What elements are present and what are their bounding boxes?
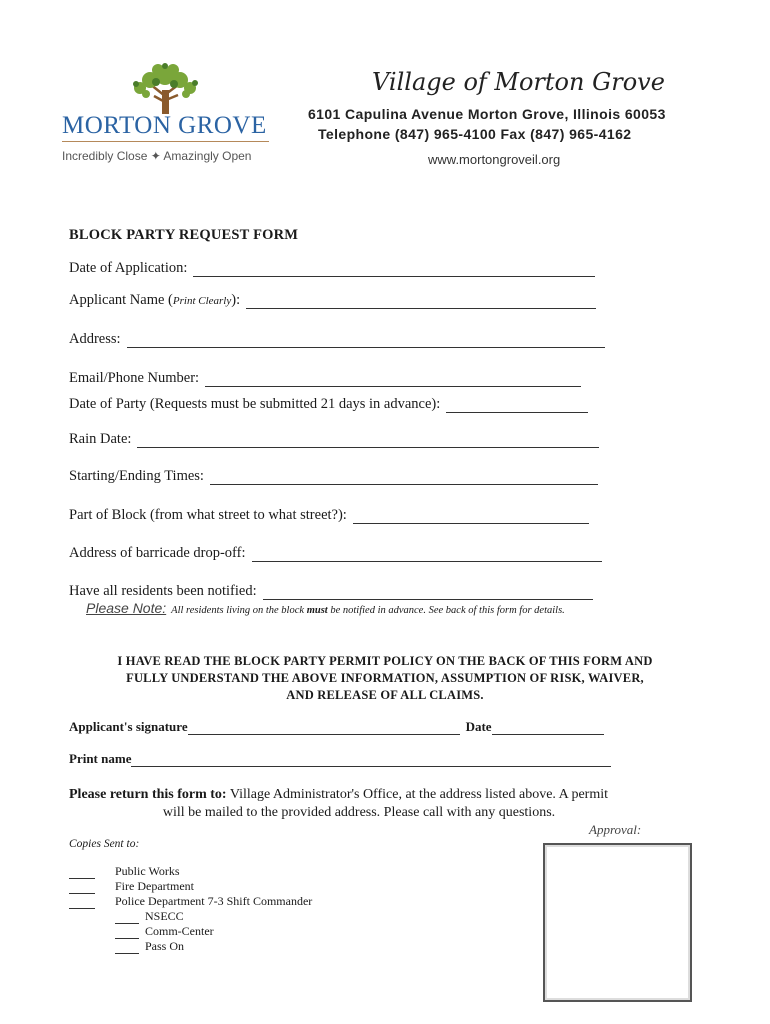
copy-subitem-pass-on bbox=[115, 939, 184, 954]
field-label: Date of Party (Requests must be submitted 21 days in advance): bbox=[69, 396, 441, 412]
field-input[interactable] bbox=[353, 509, 589, 524]
field-input[interactable] bbox=[193, 262, 595, 277]
logo-wordmark: MORTON GROVE bbox=[62, 112, 267, 139]
return-line: will be mailed to the provided address. Please call with any questions. bbox=[162, 805, 556, 820]
declaration-line: AND RELEASE OF ALL CLAIMS. bbox=[286, 688, 484, 702]
field-label: Rain Date: bbox=[69, 431, 132, 447]
copy-item-public-works bbox=[69, 864, 179, 879]
declaration bbox=[60, 653, 710, 704]
copy-subitem-comm-center bbox=[115, 924, 214, 939]
copy-item-label: Public Works bbox=[115, 864, 180, 878]
declaration-line: I HAVE READ THE BLOCK PARTY PERMIT POLICY ON THE BACK OF THIS FORM AND bbox=[117, 654, 653, 668]
note-text: All residents living on the block must be notified in advance. See back of this form for details. bbox=[171, 605, 565, 616]
notification-note bbox=[86, 600, 565, 616]
copy-checkline[interactable] bbox=[69, 868, 95, 879]
copy-item-label: Police Department 7-3 Shift Commander bbox=[115, 894, 313, 908]
form-title: BLOCK PARTY REQUEST FORM bbox=[69, 227, 299, 243]
print-name-input[interactable] bbox=[131, 752, 611, 767]
copy-subitem-nsecc bbox=[115, 909, 184, 924]
copy-item-label: Fire Department bbox=[115, 879, 194, 893]
field-address bbox=[69, 331, 605, 348]
copy-item-label: Comm-Center bbox=[145, 924, 214, 938]
copy-checkline[interactable] bbox=[69, 883, 95, 894]
logo-tagline: Incredibly Close ✦ Amazingly Open bbox=[62, 149, 252, 163]
field-input[interactable] bbox=[210, 470, 598, 485]
copy-item-label: Pass On bbox=[145, 939, 185, 953]
field-label: Address of barricade drop-off: bbox=[69, 545, 246, 561]
date-label: Date bbox=[465, 719, 492, 734]
approval-box bbox=[543, 843, 692, 1002]
signature-input[interactable] bbox=[188, 720, 460, 735]
field-input[interactable] bbox=[246, 294, 596, 309]
village-address: 6101 Capulina Avenue Morton Grove, Illinois 60053 bbox=[308, 106, 666, 122]
copy-checkline[interactable] bbox=[115, 928, 139, 939]
signature-date-input[interactable] bbox=[492, 720, 604, 735]
copy-item-fire-department bbox=[69, 879, 194, 894]
copy-checkline[interactable] bbox=[69, 898, 95, 909]
return-line: Please return this form to: Village Administrator's Office, at the address listed above. A permit bbox=[69, 787, 609, 802]
field-input[interactable] bbox=[252, 547, 602, 562]
field-input[interactable] bbox=[446, 398, 588, 413]
field-date-of-party bbox=[69, 396, 588, 413]
village-website[interactable]: www.mortongroveil.org bbox=[428, 152, 561, 167]
copy-checkline[interactable] bbox=[115, 943, 139, 954]
field-rain-date bbox=[69, 431, 599, 448]
declaration-line: FULLY UNDERSTAND THE ABOVE INFORMATION, ASSUMPTION OF RISK, WAIVER, bbox=[126, 671, 644, 685]
field-email-phone bbox=[69, 370, 581, 387]
logo-divider bbox=[62, 141, 269, 142]
field-date-of-application bbox=[69, 260, 595, 277]
field-input[interactable] bbox=[137, 433, 599, 448]
signature-label: Applicant's signature bbox=[69, 719, 188, 734]
field-label: Starting/Ending Times: bbox=[69, 468, 204, 484]
field-input[interactable] bbox=[127, 333, 605, 348]
field-input[interactable] bbox=[263, 585, 593, 600]
field-label: Email/Phone Number: bbox=[69, 370, 200, 386]
field-label: Have all residents been notified: bbox=[69, 583, 257, 599]
copy-item-label: NSECC bbox=[145, 909, 184, 923]
field-label: Applicant Name (Print Clearly): bbox=[69, 292, 241, 308]
field-starting-ending-times bbox=[69, 468, 598, 485]
copy-checkline[interactable] bbox=[115, 913, 139, 924]
return-instructions bbox=[69, 786, 669, 822]
field-part-of-block bbox=[69, 507, 589, 524]
copies-label: Copies Sent to: bbox=[69, 838, 140, 850]
village-title: Village of Morton Grove bbox=[372, 68, 665, 96]
field-applicant-name bbox=[69, 292, 596, 309]
field-label: Address: bbox=[69, 331, 121, 347]
signature-row bbox=[69, 719, 604, 735]
village-phone: Telephone (847) 965-4100 Fax (847) 965-4162 bbox=[318, 126, 632, 142]
note-label: Please Note: bbox=[86, 600, 167, 616]
field-label: Date of Application: bbox=[69, 260, 188, 276]
print-name-label: Print name bbox=[69, 751, 132, 766]
field-barricade-drop-off bbox=[69, 545, 602, 562]
copy-item-police-department bbox=[69, 894, 312, 909]
field-label: Part of Block (from what street to what street?): bbox=[69, 507, 347, 523]
field-residents-notified bbox=[69, 583, 593, 600]
print-name-row bbox=[69, 751, 611, 767]
field-input[interactable] bbox=[205, 372, 581, 387]
approval-label: Approval: bbox=[589, 822, 642, 837]
